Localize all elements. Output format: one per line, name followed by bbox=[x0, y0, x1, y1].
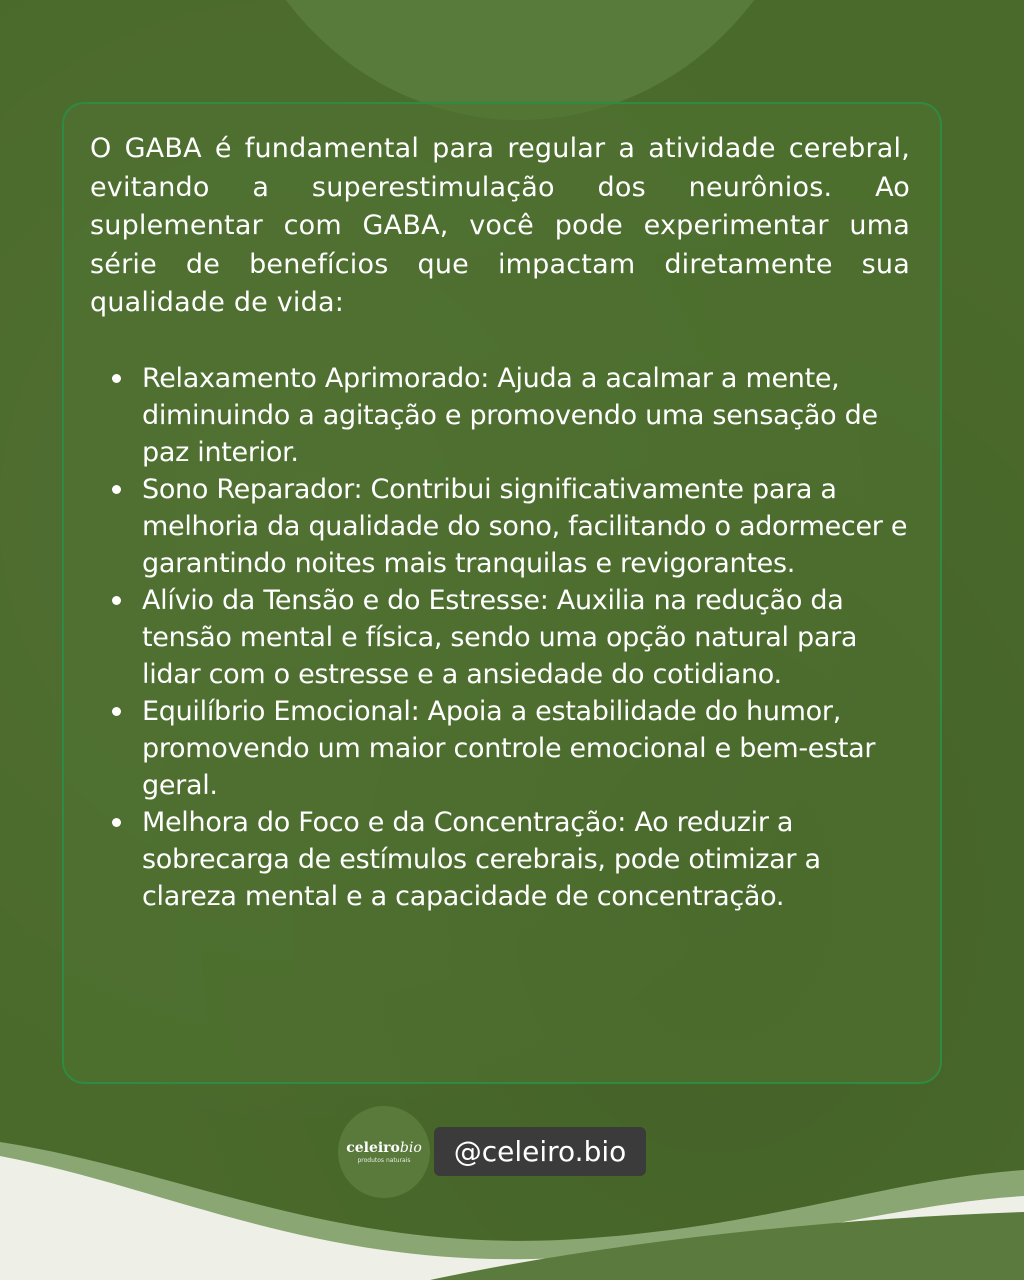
bullet-icon bbox=[112, 596, 121, 605]
benefit-item bbox=[90, 360, 910, 471]
brand-logo bbox=[338, 1106, 430, 1198]
benefit-text: Ajuda a acalmar a mente, diminuindo a agitação e promovendo uma sensação de paz interior. bbox=[142, 362, 878, 468]
benefit-item bbox=[90, 693, 910, 804]
benefit-text: Ao reduzir a sobrecarga de estímulos cerebrais, pode otimizar a clareza mental e a capacidade de concentração. bbox=[142, 806, 821, 912]
benefit-item bbox=[90, 804, 910, 915]
logo-name-main: celeiro bbox=[346, 1140, 400, 1156]
benefit-item bbox=[90, 471, 910, 582]
benefit-title: Alívio da Tensão e do Estresse : bbox=[142, 585, 557, 616]
logo-name-accent: bio bbox=[399, 1140, 422, 1156]
benefit-text: Auxilia na redução da tensão mental e física, sendo uma opção natural para lidar com o estresse e a ansiedade do cotidiano. bbox=[142, 584, 858, 690]
benefit-item bbox=[90, 582, 910, 693]
benefits-list bbox=[90, 360, 910, 915]
benefit-title: Sono Reparador : bbox=[142, 474, 371, 505]
logo-wordmark bbox=[346, 1140, 422, 1156]
logo-tagline: produtos naturais bbox=[357, 1157, 411, 1164]
bullet-icon bbox=[112, 485, 121, 494]
benefit-title: Equilíbrio Emocional : bbox=[142, 696, 428, 727]
benefit-text: Apoia a estabilidade do humor, promovendo um maior controle emocional e bem-estar geral. bbox=[142, 695, 876, 801]
bullet-icon bbox=[112, 818, 121, 827]
benefit-title: Relaxamento Aprimorado : bbox=[142, 363, 497, 394]
intro-paragraph: O GABA é fundamental para regular a atividade cerebral, evitando a superestimulação dos neurônios. Ao suplementar com GABA, você pode experimentar uma série de benefícios que impactam diretamente sua qualidade de vida: bbox=[90, 133, 910, 318]
benefit-text: Contribui significativamente para a melhoria da qualidade do sono, facilitando o adormecer e garantindo noites mais tranquilas e revigorantes. bbox=[142, 473, 908, 579]
bullet-icon bbox=[112, 374, 121, 383]
bullet-icon bbox=[112, 707, 121, 716]
benefit-title: Melhora do Foco e da Concentração : bbox=[142, 807, 634, 838]
social-handle-badge: @celeiro.bio bbox=[434, 1127, 646, 1176]
content-card bbox=[62, 102, 942, 1084]
